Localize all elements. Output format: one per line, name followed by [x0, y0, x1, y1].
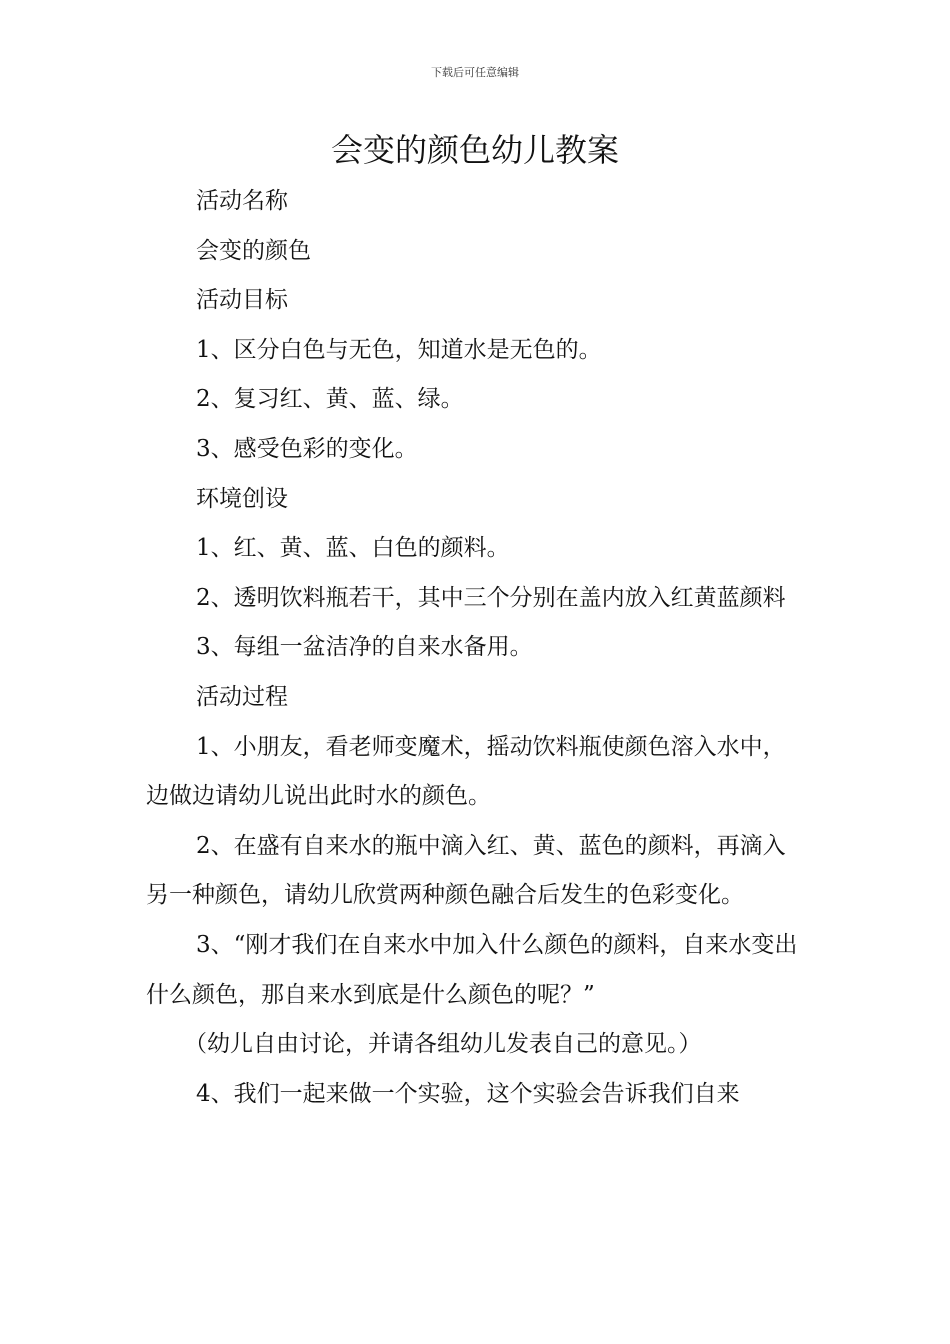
process-note: （幼儿自由讨论，并请各组幼儿发表自己的意见。）	[184, 1031, 702, 1058]
process-step: 2、在盛有自来水的瓶中滴入红、黄、蓝色的颜料，再滴入另一种颜色，请幼儿欣赏两种颜色融合后发生的色彩变化。	[146, 832, 786, 909]
process-step: 1、小朋友，看老师变魔术，摇动饮料瓶使颜色溶入水中，边做边请幼儿说出此时水的颜色。	[146, 733, 786, 810]
activity-name: 会变的颜色	[196, 237, 311, 264]
environment-item: 2、透明饮料瓶若干，其中三个分别在盖内放入红黄蓝颜料	[196, 584, 786, 611]
environment-item: 1、红、黄、蓝、白色的颜料。	[196, 535, 510, 562]
goal-item: 2、复习红、黄、蓝、绿。	[196, 386, 464, 413]
section-heading-process: 活动过程	[196, 683, 288, 710]
process-step: 3、“刚才我们在自来水中加入什么颜色的颜料，自来水变出什么颜色，那自来水到底是什么颜色的呢？”	[146, 931, 798, 1008]
goal-item: 3、感受色彩的变化。	[196, 435, 418, 462]
section-heading-name: 活动名称	[196, 188, 288, 214]
process-step: 4、我们一起来做一个实验，这个实验会告诉我们自来	[196, 1080, 740, 1107]
section-heading-environment: 环境创设	[196, 485, 288, 512]
document-title: 会变的颜色幼儿教案	[330, 131, 619, 169]
goal-item: 1、区分白色与无色，知道水是无色的。	[196, 336, 602, 363]
page-header: 下载后可任意编辑	[431, 66, 519, 79]
section-heading-goals: 活动目标	[196, 287, 288, 314]
environment-item: 3、每组一盆洁净的自来水备用。	[196, 634, 533, 661]
document-body	[146, 177, 808, 1119]
